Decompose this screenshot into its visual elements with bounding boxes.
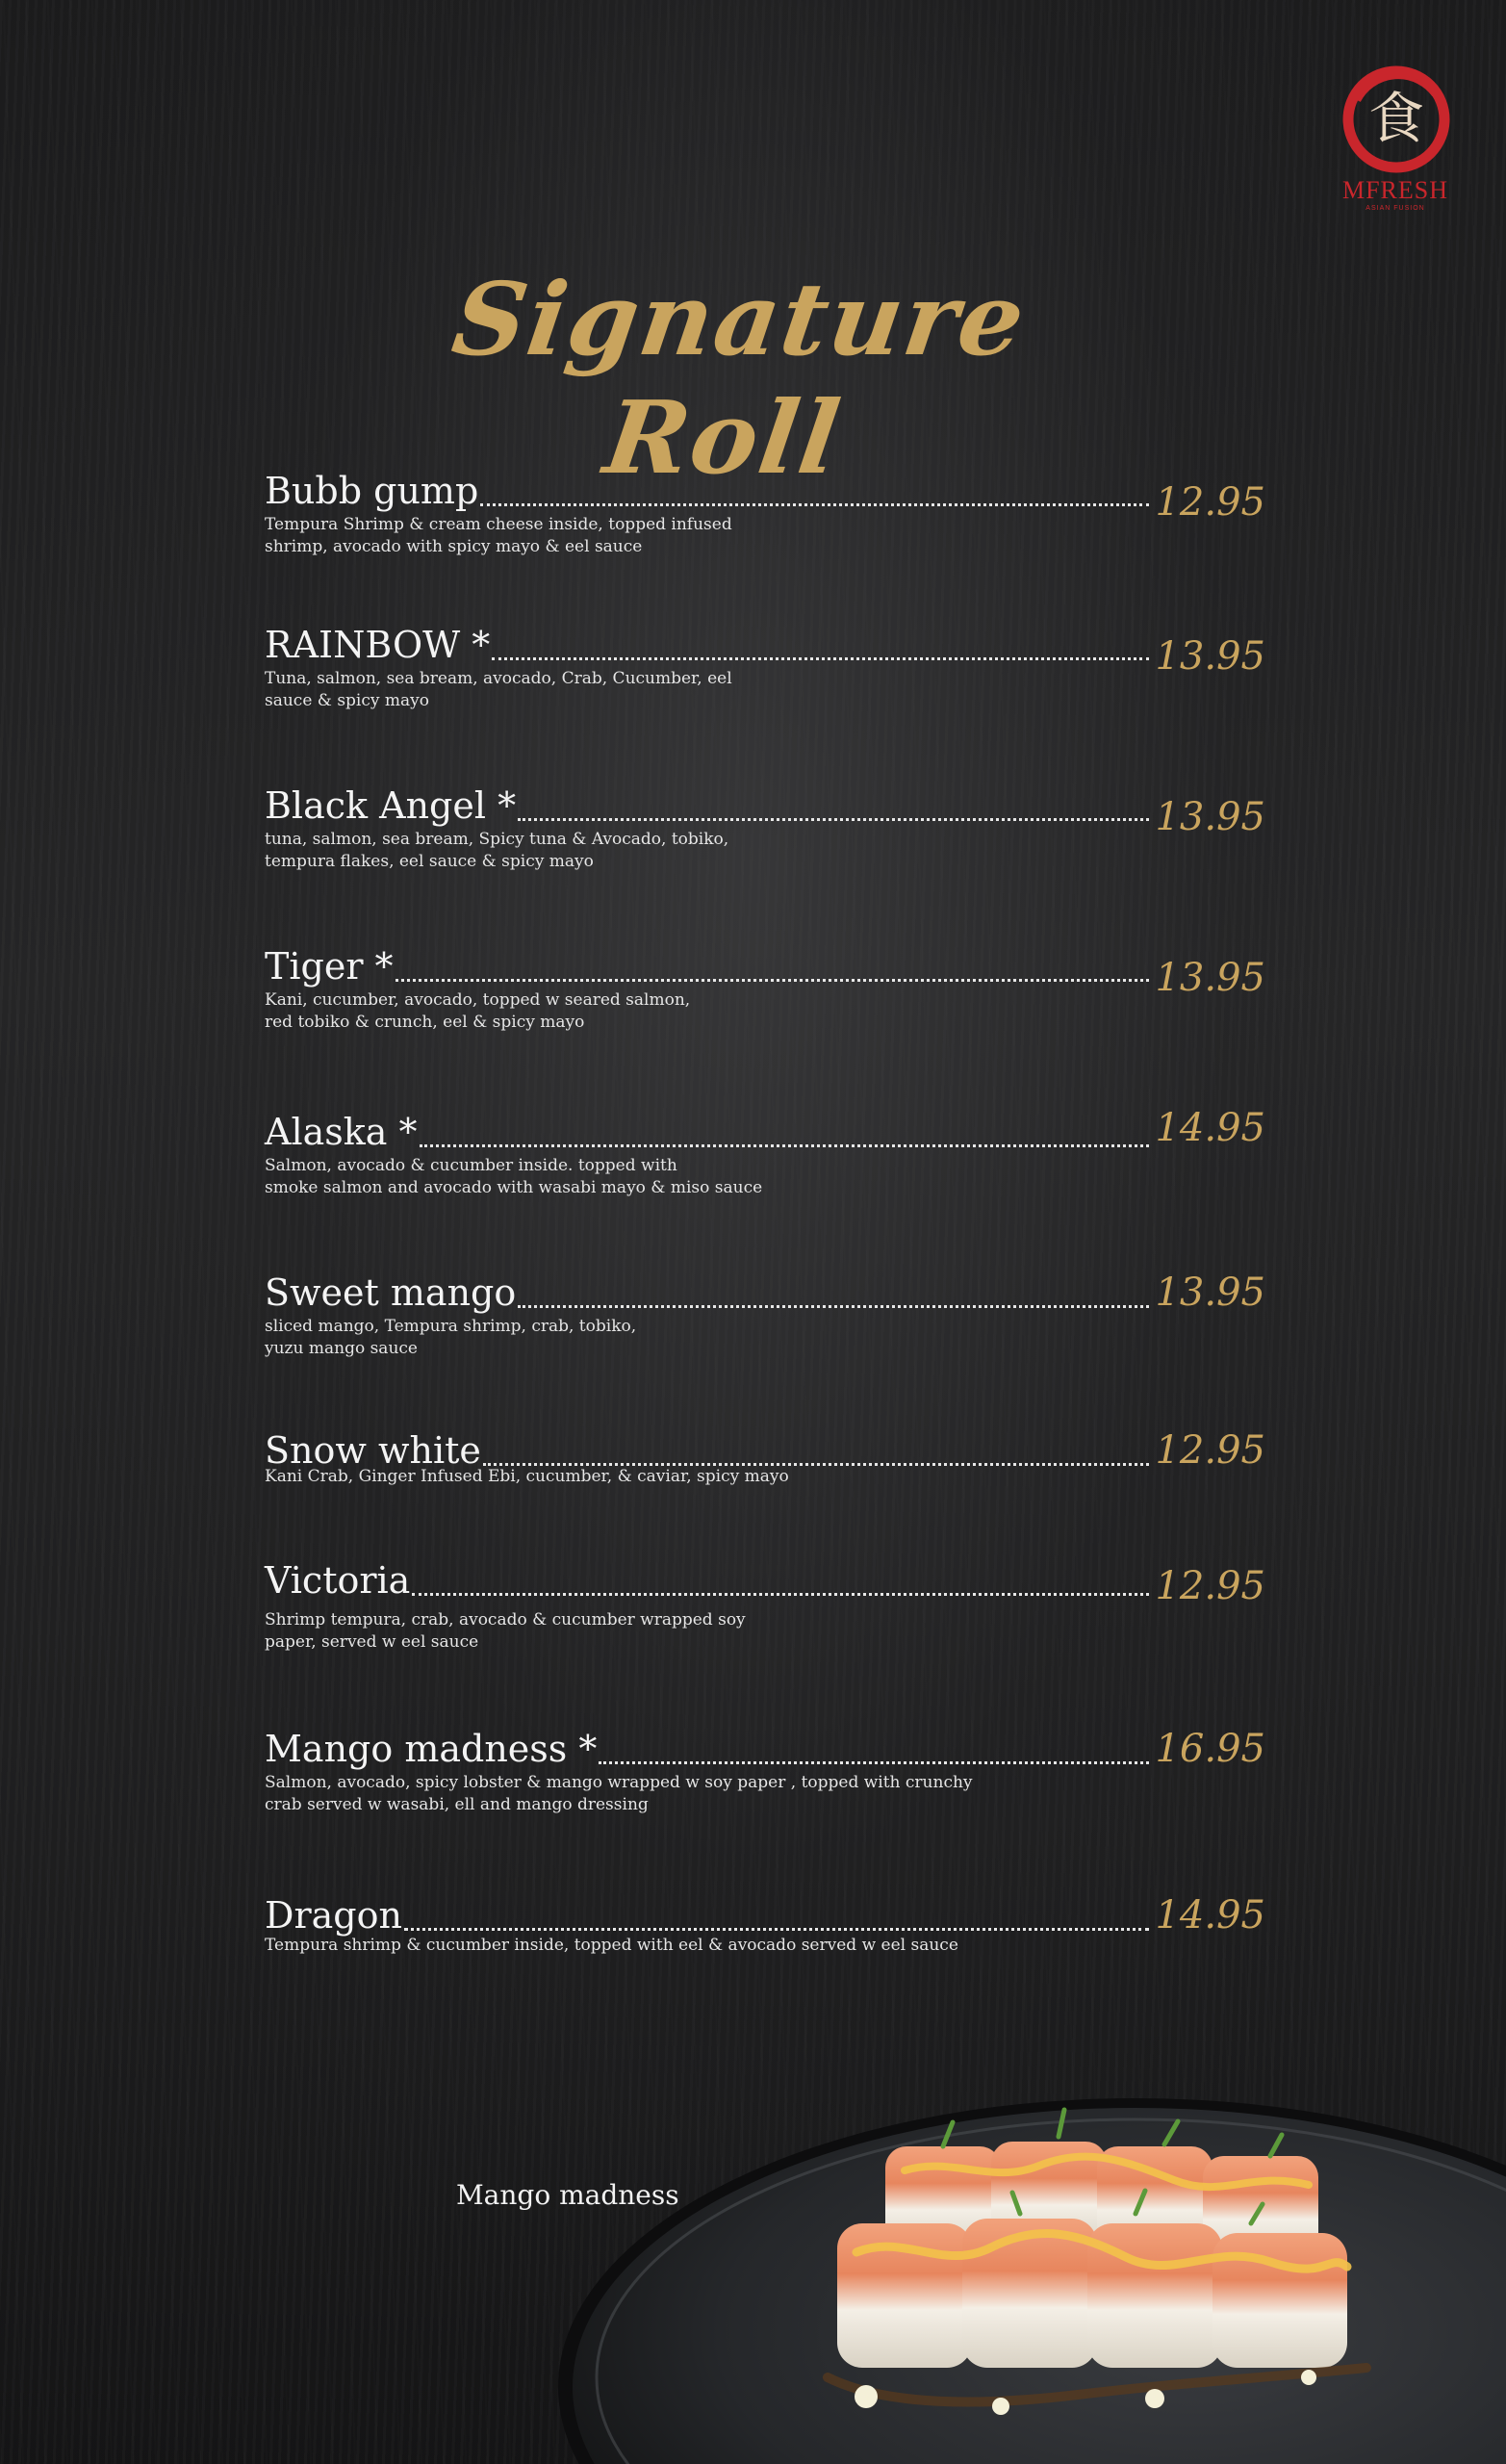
dot-leader xyxy=(480,501,1149,506)
logo-tagline: ASIAN FUSION xyxy=(1366,205,1425,212)
menu-item-header xyxy=(265,1886,1265,1938)
menu-item-header xyxy=(265,1720,1265,1772)
menu-item-description: sliced mango, Tempura shrimp, crab, tobiko, yuzu mango sauce xyxy=(265,1317,637,1358)
menu-item-name: Snow white xyxy=(265,1429,481,1472)
menu-item-description: Tempura shrimp & cucumber inside, topped with eel & avocado served w eel sauce xyxy=(265,1936,958,1955)
menu-item xyxy=(265,462,1265,558)
dot-leader xyxy=(420,1142,1150,1147)
restaurant-logo xyxy=(1328,63,1463,217)
menu-item-name: Bubb gump xyxy=(265,470,479,512)
menu-item-description: tuna, salmon, sea bream, Spicy tuna & Avocado, tobiko, tempura flakes, eel sauce & spicy mayo xyxy=(265,830,729,871)
menu-item-description: Tempura Shrimp & cream cheese inside, topped infused shrimp, avocado with spicy mayo & eel sauce xyxy=(265,515,732,556)
menu-item-name: Victoria xyxy=(265,1559,411,1602)
dot-leader xyxy=(412,1591,1149,1596)
menu-item-price: 13.95 xyxy=(1155,1270,1265,1315)
dot-leader xyxy=(396,977,1150,982)
menu-item-name: Black Angel * xyxy=(265,784,517,827)
menu-item-description: Tuna, salmon, sea bream, avocado, Crab, Cucumber, eel sauce & spicy mayo xyxy=(265,669,732,710)
menu-item xyxy=(265,937,1265,1034)
menu-item xyxy=(265,777,1265,873)
menu-item-price: 12.95 xyxy=(1155,1428,1265,1473)
menu-item-name: Tiger * xyxy=(265,945,394,988)
logo-glyph: 食 xyxy=(1367,86,1425,151)
menu-item-price: 13.95 xyxy=(1155,795,1265,839)
menu-item-description: Kani Crab, Ginger Infused Ebi, cucumber, & caviar, spicy mayo xyxy=(265,1467,789,1486)
menu-item-name: Sweet mango xyxy=(265,1271,517,1314)
logo-emblem-icon xyxy=(1340,63,1453,176)
menu-item-name: Alaska * xyxy=(265,1111,418,1153)
dot-leader xyxy=(492,655,1149,660)
menu-item-header xyxy=(265,616,1265,679)
dot-leader xyxy=(518,816,1149,821)
sushi-plate-image xyxy=(539,2089,1506,2464)
page-title: Signature Roll xyxy=(446,260,1034,497)
menu-item-description: Kani, cucumber, avocado, topped w seared salmon, red tobiko & crunch, eel & spicy mayo xyxy=(265,990,691,1032)
menu-item-header xyxy=(265,1103,1265,1155)
menu-item-header xyxy=(265,777,1265,839)
menu-item-header xyxy=(265,462,1265,525)
menu-item-price: 12.95 xyxy=(1155,480,1265,525)
dot-leader xyxy=(483,1461,1150,1466)
menu-item xyxy=(265,1552,1265,1654)
photo-caption: Mango madness xyxy=(456,2179,679,2211)
menu-item-price: 13.95 xyxy=(1155,956,1265,1000)
menu-item xyxy=(265,1886,1265,1957)
menu-item xyxy=(265,1422,1265,1488)
menu-item-header xyxy=(265,1552,1265,1608)
menu-item-header xyxy=(265,1422,1265,1474)
menu-item xyxy=(265,1720,1265,1816)
dot-leader xyxy=(599,1759,1149,1764)
dot-leader xyxy=(404,1926,1150,1931)
menu-item-description: Shrimp tempura, crab, avocado & cucumber wrapped soy paper, served w eel sauce xyxy=(265,1610,746,1652)
menu-item-description: Salmon, avocado & cucumber inside. topped with smoke salmon and avocado with wasabi mayo & miso sauce xyxy=(265,1156,763,1197)
menu-item xyxy=(265,1103,1265,1199)
menu-item-description: Salmon, avocado, spicy lobster & mango wrapped w soy paper , topped with crunchy crab served w wasabi, ell and mango dressing xyxy=(265,1773,973,1814)
menu-item-price: 14.95 xyxy=(1155,1106,1265,1150)
logo-wordmark: MFRESH xyxy=(1341,176,1449,204)
menu-item xyxy=(265,1264,1265,1360)
menu-item-name: Mango madness * xyxy=(265,1728,598,1770)
menu-item-price: 13.95 xyxy=(1155,634,1265,679)
menu-item-name: RAINBOW * xyxy=(265,624,491,666)
dot-leader xyxy=(518,1303,1149,1308)
menu-item-price: 16.95 xyxy=(1155,1727,1265,1771)
menu-item xyxy=(265,616,1265,712)
menu-item-header xyxy=(265,937,1265,1000)
menu-item-header xyxy=(265,1264,1265,1316)
menu-item-name: Dragon xyxy=(265,1894,402,1937)
menu-list xyxy=(265,462,1265,2002)
menu-item-price: 12.95 xyxy=(1155,1564,1265,1608)
menu-item-price: 14.95 xyxy=(1155,1893,1265,1938)
